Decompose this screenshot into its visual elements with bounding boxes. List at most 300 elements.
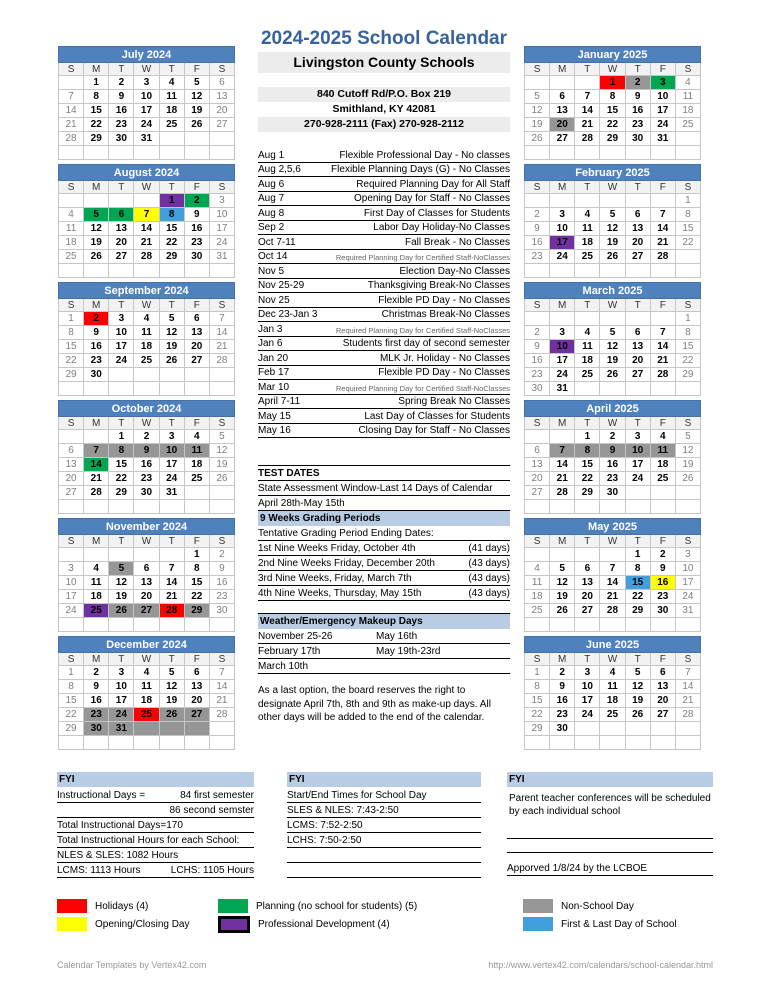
day-cell [525, 618, 550, 632]
day-cell: 19 [209, 458, 234, 472]
key-date-row: Aug 2,5,6 Flexible Planning Days (G) - No Classes [258, 164, 510, 175]
month-title: November 2024 [59, 519, 235, 535]
day-cell [109, 382, 134, 396]
day-cell: 24 [134, 118, 159, 132]
day-cell: 7 [650, 326, 675, 340]
day-cell: 14 [59, 104, 84, 118]
day-cell: 28 [159, 604, 184, 618]
day-cell [675, 736, 700, 750]
legend-label: Opening/Closing Day [95, 918, 190, 930]
day-cell: 16 [650, 576, 675, 590]
day-cell [600, 264, 625, 278]
day-cell: 19 [550, 590, 575, 604]
day-cell [600, 548, 625, 562]
day-cell: 17 [550, 354, 575, 368]
day-cell: 5 [109, 562, 134, 576]
day-cell: 21 [575, 118, 600, 132]
day-cell: 5 [525, 90, 550, 104]
day-cell [84, 382, 109, 396]
blank-line [507, 839, 713, 853]
day-cell: 18 [650, 458, 675, 472]
key-date-row: April 7-11 Spring Break No Classes [258, 396, 510, 407]
day-cell: 11 [675, 90, 700, 104]
day-cell [550, 264, 575, 278]
day-cell [650, 312, 675, 326]
day-cell: 2 [209, 548, 234, 562]
day-cell: 7 [159, 562, 184, 576]
fyi-instructional-days [57, 772, 254, 878]
day-cell: 10 [59, 576, 84, 590]
weekday-header: T [109, 181, 134, 194]
day-cell: 13 [134, 576, 159, 590]
day-cell: 5 [600, 208, 625, 222]
day-cell: 8 [625, 562, 650, 576]
day-cell [209, 132, 234, 146]
day-cell: 5 [209, 430, 234, 444]
address-line: 270-928-2111 (Fax) 270-928-2112 [258, 117, 510, 132]
fyi-line [287, 863, 481, 878]
day-cell: 19 [600, 236, 625, 250]
day-cell: 12 [184, 90, 209, 104]
fyi1-rows [57, 788, 254, 878]
weekday-header: S [675, 299, 700, 312]
address-line: 840 Cutoff Rd/P.O. Box 219 [258, 87, 510, 102]
day-cell: 1 [84, 76, 109, 90]
day-cell [600, 194, 625, 208]
month-title: August 2024 [59, 165, 235, 181]
day-cell: 24 [625, 472, 650, 486]
fyi2-rows [287, 788, 481, 878]
day-cell: 13 [184, 680, 209, 694]
key-date-row: Sep 2 Labor Day Holiday-No Classes [258, 222, 510, 233]
day-cell [134, 736, 159, 750]
day-cell: 22 [575, 472, 600, 486]
day-cell: 12 [550, 576, 575, 590]
day-cell: 21 [675, 694, 700, 708]
weekday-header: S [675, 63, 700, 76]
day-cell: 22 [59, 354, 84, 368]
day-cell: 21 [600, 590, 625, 604]
fyi3-blanks [507, 825, 713, 853]
day-cell [675, 250, 700, 264]
right-months [524, 46, 701, 754]
weekday-header: M [550, 299, 575, 312]
day-cell: 17 [109, 340, 134, 354]
day-cell: 17 [59, 590, 84, 604]
day-cell [109, 264, 134, 278]
fyi-line: 86 second semster [57, 803, 254, 818]
day-cell: 2 [600, 430, 625, 444]
day-cell: 30 [109, 132, 134, 146]
weekday-header: F [184, 63, 209, 76]
weekday-header: F [650, 299, 675, 312]
weekday-header: T [575, 535, 600, 548]
day-cell: 29 [675, 368, 700, 382]
day-cell: 18 [159, 104, 184, 118]
day-cell: 5 [550, 562, 575, 576]
day-cell: 15 [159, 222, 184, 236]
day-cell: 25 [159, 118, 184, 132]
footer-url: http://www.vertex42.com/calendars/school-calendar.html [488, 960, 713, 970]
key-date-row: Dec 23-Jan 3 Christmas Break-No Classes [258, 309, 510, 320]
day-cell: 12 [600, 340, 625, 354]
legend-swatch-planning [218, 899, 248, 913]
day-cell: 13 [184, 326, 209, 340]
day-cell: 5 [675, 430, 700, 444]
day-cell: 25 [525, 604, 550, 618]
day-cell: 5 [625, 666, 650, 680]
day-cell: 18 [184, 458, 209, 472]
key-date-row: Nov 25-29 Thanksgiving Break-No Classes [258, 280, 510, 291]
day-cell [525, 146, 550, 160]
grading-row: 3rd Nine Weeks, Friday, March 7th (43 days) [258, 573, 510, 584]
day-cell [209, 382, 234, 396]
weekday-header: S [209, 63, 234, 76]
month-title: February 2025 [525, 165, 701, 181]
day-cell [59, 194, 84, 208]
day-cell: 10 [109, 680, 134, 694]
day-cell [675, 264, 700, 278]
month-title: October 2024 [59, 401, 235, 417]
makeup-note: As a last option, the board reserves the right to designate April 7th, 8th and 9th as make-up days. All other days will be added to the end of the calendar. [258, 685, 491, 723]
day-cell: 2 [525, 326, 550, 340]
key-date-row: Aug 7 Opening Day for Staff - No Classes [258, 193, 510, 204]
day-cell: 13 [59, 458, 84, 472]
key-date-row: Nov 25 Flexible PD Day - No Classes [258, 294, 510, 306]
weekday-header: T [159, 299, 184, 312]
day-cell [59, 264, 84, 278]
day-cell: 10 [550, 222, 575, 236]
day-cell [650, 146, 675, 160]
grading-rows [258, 541, 510, 601]
day-cell [650, 722, 675, 736]
day-cell: 14 [650, 340, 675, 354]
test-dates-line: April 28th-May 15th [258, 496, 510, 511]
day-cell [59, 500, 84, 514]
day-cell: 21 [84, 472, 109, 486]
day-cell [625, 618, 650, 632]
day-cell: 11 [159, 90, 184, 104]
day-cell: 8 [675, 326, 700, 340]
day-cell: 18 [525, 590, 550, 604]
day-cell [159, 382, 184, 396]
day-cell: 14 [134, 222, 159, 236]
day-cell: 30 [525, 382, 550, 396]
day-cell: 17 [159, 458, 184, 472]
day-cell: 24 [159, 472, 184, 486]
day-cell: 26 [525, 132, 550, 146]
weekday-header: S [59, 535, 84, 548]
day-cell: 24 [109, 708, 134, 722]
day-cell: 12 [600, 222, 625, 236]
day-cell: 14 [550, 458, 575, 472]
day-cell: 9 [184, 208, 209, 222]
day-cell [550, 736, 575, 750]
day-cell: 8 [184, 562, 209, 576]
day-cell: 21 [159, 590, 184, 604]
day-cell: 9 [600, 444, 625, 458]
day-cell: 9 [525, 222, 550, 236]
legend-item [523, 897, 677, 915]
legend-item [57, 915, 190, 933]
weekday-header: F [184, 653, 209, 666]
day-cell [184, 382, 209, 396]
day-cell: 22 [675, 354, 700, 368]
weekday-header: M [84, 181, 109, 194]
day-cell: 7 [650, 208, 675, 222]
day-cell [134, 264, 159, 278]
day-cell: 23 [525, 250, 550, 264]
address-line: Smithland, KY 42081 [332, 103, 436, 115]
test-dates-header: TEST DATES [258, 466, 510, 481]
day-cell [575, 500, 600, 514]
fyi-line: SLES & NLES: 7:43-2:50 [287, 803, 481, 818]
day-cell: 1 [600, 76, 625, 90]
day-cell: 16 [625, 104, 650, 118]
day-cell: 11 [525, 576, 550, 590]
day-cell: 6 [575, 562, 600, 576]
key-date-row: May 15 Last Day of Classes for Students [258, 410, 510, 422]
weekday-header: S [525, 535, 550, 548]
weekday-header: F [650, 653, 675, 666]
day-cell: 28 [84, 486, 109, 500]
school-name: Livingston County Schools [258, 52, 510, 73]
day-cell: 27 [625, 368, 650, 382]
day-cell: 25 [575, 250, 600, 264]
weekday-header: W [600, 653, 625, 666]
day-cell: 3 [550, 208, 575, 222]
day-cell [525, 736, 550, 750]
day-cell [525, 430, 550, 444]
day-cell: 20 [550, 118, 575, 132]
day-cell: 6 [134, 562, 159, 576]
day-cell: 19 [159, 340, 184, 354]
day-cell [650, 486, 675, 500]
day-cell [600, 382, 625, 396]
day-cell [625, 382, 650, 396]
day-cell [84, 736, 109, 750]
day-cell: 14 [209, 326, 234, 340]
day-cell: 28 [675, 708, 700, 722]
day-cell: 11 [600, 680, 625, 694]
day-cell: 17 [134, 104, 159, 118]
day-cell [209, 146, 234, 160]
day-cell: 3 [625, 430, 650, 444]
day-cell: 3 [675, 548, 700, 562]
day-cell: 18 [134, 694, 159, 708]
day-cell: 29 [84, 132, 109, 146]
legend-label: Non-School Day [561, 900, 634, 912]
weekday-header: W [134, 299, 159, 312]
day-cell: 27 [184, 354, 209, 368]
day-cell: 7 [675, 666, 700, 680]
weekday-header: M [84, 417, 109, 430]
day-cell: 13 [209, 90, 234, 104]
day-cell [525, 76, 550, 90]
day-cell [134, 382, 159, 396]
day-cell [84, 500, 109, 514]
day-cell: 17 [550, 236, 575, 250]
legend-group [57, 897, 190, 933]
weekday-header: S [675, 653, 700, 666]
day-cell: 5 [184, 76, 209, 90]
day-cell [209, 618, 234, 632]
weekday-header: T [159, 535, 184, 548]
legend-group [523, 897, 677, 933]
day-cell [134, 722, 159, 736]
key-date-row: Jan 20 MLK Jr. Holiday - No Classes [258, 352, 510, 364]
grading-periods-header: 9 Weeks Grading Periods [258, 511, 510, 526]
day-cell: 15 [625, 576, 650, 590]
weekday-header: W [134, 417, 159, 430]
day-cell [600, 312, 625, 326]
day-cell [159, 264, 184, 278]
grading-intro: Tentative Grading Period Ending Dates: [258, 526, 510, 541]
weekday-header: S [525, 417, 550, 430]
weekday-header: W [134, 653, 159, 666]
day-cell: 21 [650, 236, 675, 250]
day-cell: 23 [625, 118, 650, 132]
day-cell: 26 [625, 708, 650, 722]
day-cell: 6 [184, 666, 209, 680]
day-cell [134, 618, 159, 632]
key-date-row: May 16 Closing Day for Staff - No Classes [258, 425, 510, 436]
day-cell: 30 [209, 604, 234, 618]
day-cell: 28 [550, 486, 575, 500]
day-cell [209, 368, 234, 382]
day-cell: 1 [525, 666, 550, 680]
day-cell: 29 [59, 722, 84, 736]
legend-swatch-first_last_day [523, 917, 553, 931]
weekday-header: F [650, 417, 675, 430]
makeup-row: February 17th May 19th-23rd [258, 644, 510, 659]
day-cell: 26 [84, 250, 109, 264]
day-cell [134, 194, 159, 208]
day-cell: 28 [59, 132, 84, 146]
day-cell [650, 500, 675, 514]
fyi-header: FYI [57, 772, 254, 787]
conference-note: Parent teacher conferences will be scheduled by each individual school [509, 793, 711, 817]
day-cell: 10 [650, 90, 675, 104]
weekday-header: T [575, 181, 600, 194]
weekday-header: S [675, 535, 700, 548]
day-cell: 22 [84, 118, 109, 132]
fyi-line: NLES & SLES: 1082 Hours [57, 848, 254, 863]
weekday-header: W [134, 181, 159, 194]
day-cell: 31 [209, 250, 234, 264]
weekday-header: T [109, 299, 134, 312]
day-cell: 2 [84, 312, 109, 326]
key-date-row: Nov 5 Election Day-No Classes [258, 265, 510, 277]
day-cell: 7 [209, 312, 234, 326]
day-cell: 19 [84, 236, 109, 250]
day-cell: 24 [650, 118, 675, 132]
day-cell: 16 [550, 694, 575, 708]
day-cell: 28 [134, 250, 159, 264]
weekday-header: M [550, 653, 575, 666]
legend-swatch-professional_dev [218, 916, 250, 933]
day-cell: 29 [159, 250, 184, 264]
legend-group [218, 897, 417, 933]
makeup-rows [258, 629, 510, 674]
day-cell: 15 [84, 104, 109, 118]
day-cell [109, 548, 134, 562]
weekday-header: T [625, 63, 650, 76]
weekday-header: W [600, 63, 625, 76]
day-cell [575, 548, 600, 562]
weekday-header: F [184, 181, 209, 194]
day-cell: 20 [184, 340, 209, 354]
day-cell [134, 368, 159, 382]
day-cell: 6 [59, 444, 84, 458]
day-cell: 20 [109, 236, 134, 250]
day-cell: 8 [84, 90, 109, 104]
day-cell [159, 368, 184, 382]
day-cell: 23 [650, 590, 675, 604]
day-cell [59, 382, 84, 396]
weekday-header: S [59, 299, 84, 312]
day-cell [109, 146, 134, 160]
weekday-header: S [59, 417, 84, 430]
day-cell: 22 [600, 118, 625, 132]
day-cell: 30 [134, 486, 159, 500]
grading-row: 1st Nine Weeks Friday, October 4th (41 days) [258, 543, 510, 554]
weekday-header: T [159, 63, 184, 76]
weekday-header: T [575, 417, 600, 430]
day-cell: 25 [134, 354, 159, 368]
day-cell: 23 [209, 590, 234, 604]
day-cell [59, 548, 84, 562]
day-cell [650, 618, 675, 632]
day-cell: 12 [159, 326, 184, 340]
day-cell [59, 736, 84, 750]
month-calendar [524, 400, 701, 514]
fyi-line: Start/End Times for School Day [287, 788, 481, 803]
day-cell [134, 146, 159, 160]
legend-label: First & Last Day of School [561, 918, 677, 930]
makeup-header: Weather/Emergency Makeup Days [258, 614, 510, 629]
day-cell: 7 [575, 90, 600, 104]
day-cell: 10 [134, 90, 159, 104]
month-title: April 2025 [525, 401, 701, 417]
day-cell: 13 [109, 222, 134, 236]
day-cell: 6 [625, 326, 650, 340]
day-cell: 25 [650, 472, 675, 486]
day-cell: 7 [84, 444, 109, 458]
day-cell: 8 [59, 680, 84, 694]
makeup-row: November 25-26 May 16th [258, 629, 510, 644]
day-cell: 22 [625, 590, 650, 604]
day-cell: 12 [159, 680, 184, 694]
day-cell: 12 [84, 222, 109, 236]
weekday-header: M [550, 181, 575, 194]
day-cell: 15 [184, 576, 209, 590]
day-cell: 18 [59, 236, 84, 250]
day-cell: 6 [184, 312, 209, 326]
day-cell: 16 [525, 354, 550, 368]
day-cell: 1 [159, 194, 184, 208]
day-cell: 1 [575, 430, 600, 444]
month-calendar [58, 518, 235, 632]
key-date-row: Jan 6 Students first day of second semester [258, 338, 510, 349]
day-cell: 10 [159, 444, 184, 458]
day-cell: 2 [109, 76, 134, 90]
day-cell: 13 [575, 576, 600, 590]
day-cell: 18 [575, 236, 600, 250]
day-cell: 11 [650, 444, 675, 458]
day-cell: 1 [184, 548, 209, 562]
day-cell: 22 [59, 708, 84, 722]
